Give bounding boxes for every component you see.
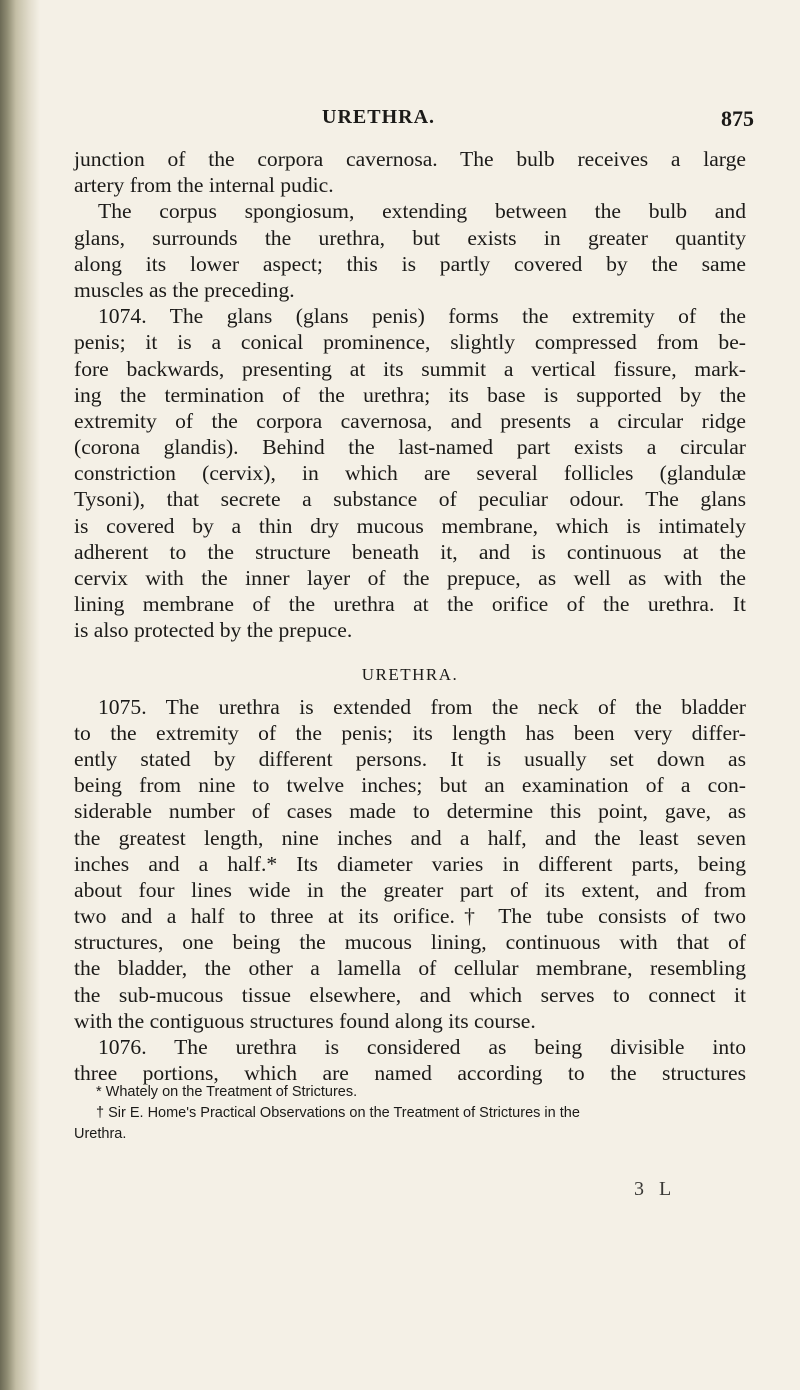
footnote-home-continuation: Urethra. [74, 1126, 127, 1142]
body-text [74, 146, 746, 1086]
page-header [74, 106, 764, 136]
book-page [74, 0, 764, 1390]
text-line: being from nine to twelve inches; but an examination of a con- [74, 773, 746, 798]
text-line: structures, one being the mucous lining, continuous with that of [74, 930, 746, 955]
text-line: inches and a half.* Its diameter varies in different parts, being [74, 851, 746, 876]
text-line: lining membrane of the urethra at the orifice of the urethra. It [74, 592, 746, 617]
text-line: about four lines wide in the greater part of its extent, and from [74, 877, 746, 902]
paragraph-1075-urethra: 1075. The urethra is extended from the neck of the bladder [98, 694, 746, 719]
text-line: the sub-mucous tissue elsewhere, and which serves to connect it [74, 982, 746, 1007]
text-line: is also protected by the prepuce. [74, 618, 353, 643]
text-line: glans, surrounds the urethra, but exists in greater quantity [74, 225, 746, 250]
paragraph-1076-portions: 1076. The urethra is considered as being divisible into [98, 1035, 746, 1059]
text-line: with the contiguous structures found along its course. [74, 1008, 536, 1033]
text-line: (corona glandis). Behind the last-named part exists a circular [74, 435, 746, 460]
text-line: extremity of the corpora cavernosa, and presents a circular ridge [74, 408, 746, 433]
text-line: two and a half to three at its orifice.† The tube consists of two [74, 904, 746, 929]
text-line: penis; it is a conical prominence, slightly compressed from be- [74, 330, 746, 355]
text-line: constriction (cervix), in which are several follicles (glandulæ [74, 461, 746, 486]
text-line: the greatest length, nine inches and a half, and the least seven [74, 825, 746, 850]
footnotes [74, 1082, 746, 1145]
section-heading-urethra: URETHRA. [361, 664, 459, 684]
text-line: muscles as the preceding. [74, 277, 295, 302]
text-line: fore backwards, presenting at its summit a vertical fissure, mark- [74, 356, 746, 381]
text-line: ing the termination of the urethra; its base is supported by the [74, 382, 746, 407]
signature-mark: 3 L [634, 1178, 677, 1200]
running-head: URETHRA. [322, 106, 436, 128]
text-line: adherent to the structure beneath it, and is continuous at the [74, 539, 746, 564]
text-line: the bladder, the other a lamella of cellular membrane, resembling [74, 956, 746, 981]
text-line: to the extremity of the penis; its length has been very differ- [74, 720, 746, 745]
paragraph-1074-glans: 1074. The glans (glans penis) forms the extremity of the [98, 304, 746, 329]
text-line: cervix with the inner layer of the prepuce, as well as with the [74, 566, 746, 590]
text-line: is covered by a thin dry mucous membrane, which is intimately [74, 513, 746, 538]
page-number: 875 [721, 106, 754, 131]
footnote-whately: * Whately on the Treatment of Strictures. [96, 1084, 358, 1100]
text-line: junction of the corpora cavernosa. The bulb receives a large [74, 147, 746, 171]
page-binding-shadow [0, 0, 40, 1390]
footnote-home: † Sir E. Home's Practical Observations on the Treatment of Strictures in the [96, 1105, 580, 1121]
text-line: three portions, which are named according to the structures [74, 1061, 746, 1086]
text-line: along its lower aspect; this is partly covered by the same [74, 251, 746, 276]
text-line: siderable number of cases made to determine this point, gave, as [74, 799, 746, 824]
text-line: Tysoni), that secrete a substance of peculiar odour. The glans [74, 487, 746, 512]
text-line: artery from the internal pudic. [74, 173, 334, 198]
paragraph-corpus-spongiosum: The corpus spongiosum, extending between the bulb and [98, 199, 746, 224]
text-line: ently stated by different persons. It is usually set down as [74, 746, 746, 771]
